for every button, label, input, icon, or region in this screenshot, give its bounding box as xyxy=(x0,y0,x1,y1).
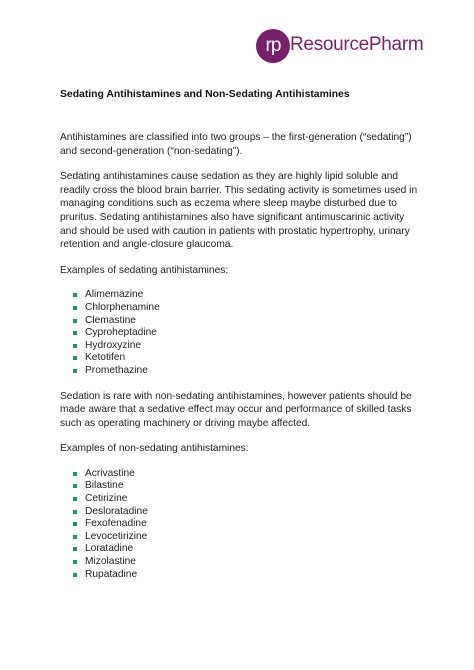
bullet-icon xyxy=(73,293,77,297)
list-item-label: Alimemazine xyxy=(85,289,144,301)
sedating-paragraph: Sedating antihistamines cause sedation as they are highly lipid soluble and readily cross the blood brain barrier. This sedating activity is sometimes used in managing conditions such as eczema where sleep maybe disturbed due to pruritus. Sedating antihistamines also have significant antimuscarinic activity and should be used with caution in patients with prostatic hypertrophy, urinary retention and angle-closure glaucoma. xyxy=(60,171,418,251)
list-item-label: Cyproheptadine xyxy=(85,327,157,339)
list-item xyxy=(60,340,420,353)
bullet-icon xyxy=(73,369,77,373)
logo-mark: rp xyxy=(265,35,281,56)
list-item xyxy=(60,506,420,519)
list-item xyxy=(60,365,420,378)
list-item xyxy=(60,569,420,582)
list-item-label: Promethazine xyxy=(85,364,148,376)
sedating-examples-heading: Examples of sedating antihistamines: xyxy=(60,264,229,276)
list-item-label: Ketotifen xyxy=(85,352,126,364)
non-sedating-examples-heading: Examples of non-sedating antihistamines: xyxy=(60,443,249,455)
list-item-label: Acrivastine xyxy=(85,467,135,479)
list-item-label: Cetirizine xyxy=(85,493,128,505)
list-item xyxy=(60,352,420,365)
logo-word-pharm: Pharm xyxy=(368,34,424,55)
list-item-label: Levocetirizine xyxy=(85,530,148,542)
bullet-icon xyxy=(73,344,77,348)
list-item-label: Fexofenadine xyxy=(85,518,147,530)
non-sedating-list xyxy=(60,468,420,581)
sedation-rare-paragraph: Sedation is rare with non-sedating antihistamines, however patients should be made aware that a sedative effect may occur and performance of skilled tasks such as operating machinery or driving maybe affected. xyxy=(60,390,412,429)
list-item-label: Chlorphenamine xyxy=(85,301,160,313)
list-item-label: Bilastine xyxy=(85,480,124,492)
list-item-label: Mizolastine xyxy=(85,556,136,568)
list-item xyxy=(60,531,420,544)
list-item-label: Hydroxyzine xyxy=(85,339,142,351)
bullet-icon xyxy=(73,535,77,539)
bullet-icon xyxy=(73,484,77,488)
bullet-icon xyxy=(73,573,77,577)
list-item xyxy=(60,518,420,531)
bullet-icon xyxy=(73,560,77,564)
list-item xyxy=(60,327,420,340)
list-item-label: Clemastine xyxy=(85,314,136,326)
bullet-icon xyxy=(73,522,77,526)
list-item-label: Rupatadine xyxy=(85,568,138,580)
list-item xyxy=(60,543,420,556)
bullet-icon xyxy=(73,497,77,501)
list-item xyxy=(60,289,420,302)
list-item xyxy=(60,556,420,569)
intro-paragraph: Antihistamines are classified into two groups – the first-generation (“sedating”) and second-generation (“non-sedating”). xyxy=(60,132,412,157)
list-item-label: Loratadine xyxy=(85,543,134,555)
bullet-icon xyxy=(73,547,77,551)
document-body xyxy=(60,88,420,593)
list-item xyxy=(60,480,420,493)
list-item-label: Desloratadine xyxy=(85,505,148,517)
list-item xyxy=(60,302,420,315)
bullet-icon xyxy=(73,510,77,514)
bullet-icon xyxy=(73,319,77,323)
bullet-icon xyxy=(73,356,77,360)
list-item xyxy=(60,493,420,506)
document-title: Sedating Antihistamines and Non-Sedating Antihistamines xyxy=(60,89,350,100)
bullet-icon xyxy=(73,306,77,310)
list-item xyxy=(60,315,420,328)
list-item xyxy=(60,468,420,481)
logo-wordmark xyxy=(290,33,423,57)
sedating-list xyxy=(60,289,420,377)
resourcepharm-logo xyxy=(256,29,431,63)
bullet-icon xyxy=(73,331,77,335)
bullet-icon xyxy=(73,472,77,476)
logo-word-resource: Resource xyxy=(290,34,369,55)
